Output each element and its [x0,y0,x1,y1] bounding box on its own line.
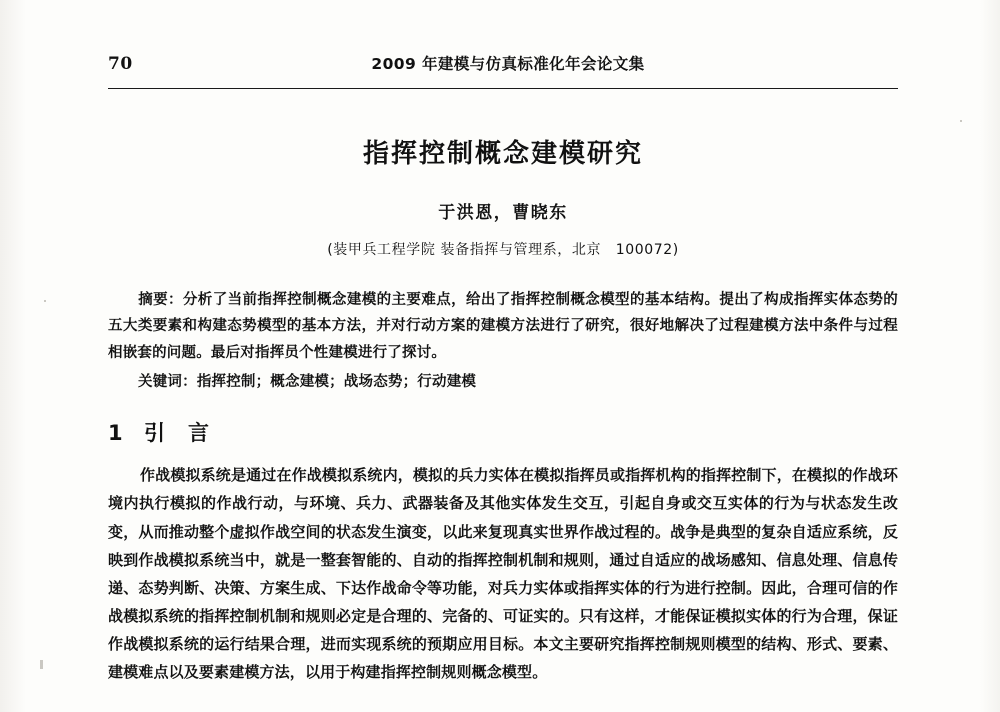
scan-edge-left [0,0,26,712]
running-head [108,52,898,86]
keywords-text: 指挥控制；概念建模；战场态势；行动建模 [196,374,477,391]
scan-speck [44,300,46,302]
header-rule [108,88,898,89]
author-affiliation: (装甲兵工程学院 装备指挥与管理系，北京 100072) [327,242,679,258]
page-number: 70 [108,54,133,74]
section-1-paragraph-1 [108,461,898,687]
paragraph-text: 作战模拟系统是通过在作战模拟系统内，模拟的兵力实体在模拟指挥员或指挥机构的指挥控制下，在模拟的作战环境内执行模拟的作战行动，与环境、兵力、武器装备及其他实体发生交互，引起自身或交互实体的行为与状态发生改变，从而推动整个虚拟作战空间的状态发生演变，以此来复现真实世界作战过程的。战争是典型的复杂自适应系统，反映到作战模拟系统当中，就是一整套智能的、自动的指挥控制机制和规则，通过自适应的战场感知、信息处理、信息传递、态势判断、决策、方案生成、下达作战命令等功能，对兵力实体或指挥实体的行为进行控制。因此，合理可信的作战模拟系统的指挥控制机制和规则必定是合理的、完备的、可证实的。只有这样，才能保证模拟实体的行为合理，保证作战模拟系统的运行结果合理，进而实现系统的预期应用目标。本文主要研究指挥控制规则模型的结构、形式、要素、建模难点以及要素建模方法，以用于构建指挥控制规则概念模型。 [108,466,898,682]
abstract-text: 分析了当前指挥控制概念建模的主要难点，给出了指挥控制概念模型的基本结构。提出了构成指挥实体态势的五大类要素和构建态势模型的基本方法，并对行动方案的建模方法进行了研究，很好地解决了过程建模方法中条件与过程相嵌套的问题。最后对指挥员个性建模进行了探讨。 [108,292,898,361]
scan-speck [40,660,43,669]
running-title: 2009 年建模与仿真标准化年会论文集 [371,55,645,73]
paper-title: 指挥控制概念建模研究 [362,139,643,169]
section-title: 引 言 [144,421,210,446]
author-list: 于洪恩，曹晓东 [438,203,568,223]
section-heading-1 [108,417,898,447]
scan-edge-right [980,0,1000,712]
abstract-block [108,287,898,366]
section-number: 1 [108,421,124,446]
abstract-label: 摘要： [138,292,183,308]
page-content [108,52,898,687]
scan-speck [960,120,962,122]
keywords-label: 关键词： [138,374,197,391]
keywords-block [108,370,898,391]
